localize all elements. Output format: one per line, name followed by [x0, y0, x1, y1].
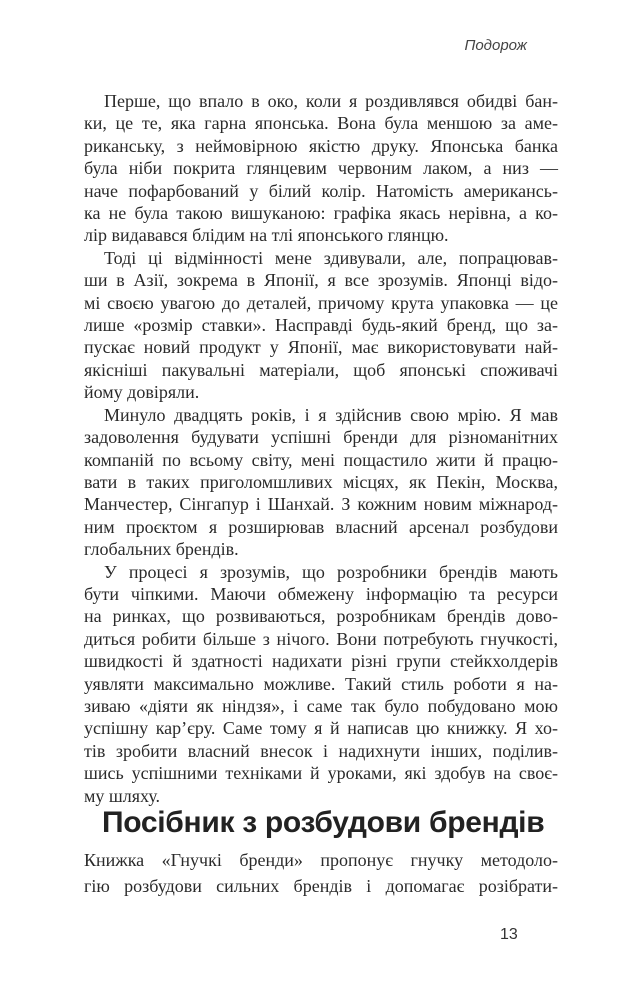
text-line: диться робити більше з нічого. Вони потребують гнучкості, [84, 628, 558, 649]
text-line: ки, це те, яка гарна японська. Вона була меншою за аме- [84, 113, 558, 134]
text-line: успішну кар’єру. Саме тому я й написав цю книжку. Я хо- [84, 718, 558, 739]
text-line: уявляти максимально можливе. Такий стиль роботи я на- [84, 673, 558, 694]
paragraph [84, 561, 558, 807]
section-body-text [84, 847, 558, 899]
text-line: була ніби покрита глянцевим червоним лаком, а низ — [84, 158, 558, 179]
text-line: Тоді ці відмінності мене здивували, але, попрацював- [104, 247, 558, 268]
paragraph [84, 404, 558, 561]
text-line: пускає новий продукт у Японії, має використовувати най- [84, 337, 558, 358]
text-line: ним проєктом я розширював власний арсенал розбудови [84, 516, 558, 537]
text-line: шись успішними техніками й уроками, які здобув на своє- [84, 763, 558, 784]
text-line: лір видавався блідим на тлі японського глянцю. [84, 225, 449, 246]
text-line: Минуло двадцять років, і я здійснив свою мрію. Я мав [104, 404, 558, 425]
text-line: на ринках, що розвиваються, розробникам брендів дово- [84, 606, 558, 627]
section-heading: Посібник з розбудови брендів [102, 806, 545, 839]
paragraph [84, 247, 558, 404]
text-line: Книжка «Гнучкі бренди» пропонує гнучку методоло- [84, 850, 558, 870]
text-line: компаній по всьому світу, мені пощастило жити й працю- [84, 449, 558, 470]
text-line: ши в Азії, зокрема в Японії, я все зрозумів. Японці відо- [84, 270, 558, 291]
text-line: лише «розмір ставки». Насправді будь-який бренд, що за- [84, 315, 558, 336]
text-line: ка не була такою вишуканою: графіка якась нерівна, а ко- [84, 203, 558, 224]
text-line: мі своєю увагою до деталей, причому крута упаковка — це [84, 292, 558, 313]
text-line: Манчестер, Сінгапур і Шанхай. З кожним новим міжнарод- [84, 494, 558, 515]
text-line: му шляху. [84, 785, 161, 806]
paragraph [84, 90, 558, 247]
text-line: задоволення будувати успішні бренди для різноманітних [84, 427, 558, 448]
text-line: гію розбудови сильних брендів і допомагає розібрати- [84, 876, 558, 896]
text-line: зиваю «діяти як ніндзя», і саме так було побудовано мою [84, 695, 558, 716]
body-text [84, 90, 558, 807]
text-line: якісніші пакувальні матеріали, щоб японські споживачі [84, 359, 558, 380]
text-line: Перше, що впало в око, коли я роздивлявся обидві бан- [104, 91, 558, 111]
text-line: вати в таких приголомшливих місцях, як Пекін, Москва, [84, 471, 558, 492]
text-line: наче пофарбований у білий колір. Натомість американсь- [84, 180, 558, 201]
text-line: риканську, з неймовірною якістю друку. Японська банка [84, 135, 558, 156]
text-line: тів зробити власний внесок і надихнути інших, поділив- [84, 740, 558, 761]
page-number: 13 [500, 926, 518, 943]
text-line: У процесі я зрозумів, що розробники брендів мають [104, 561, 558, 582]
running-header: Подорож [464, 37, 527, 54]
text-line: йому довіряли. [84, 382, 200, 403]
text-line: глобальних брендів. [84, 539, 239, 560]
text-line: швидкості й здатності надихати різні групи стейкхолдерів [84, 651, 558, 672]
text-line: бути чіпкими. Маючи обмежену інформацію та ресурси [84, 583, 558, 604]
